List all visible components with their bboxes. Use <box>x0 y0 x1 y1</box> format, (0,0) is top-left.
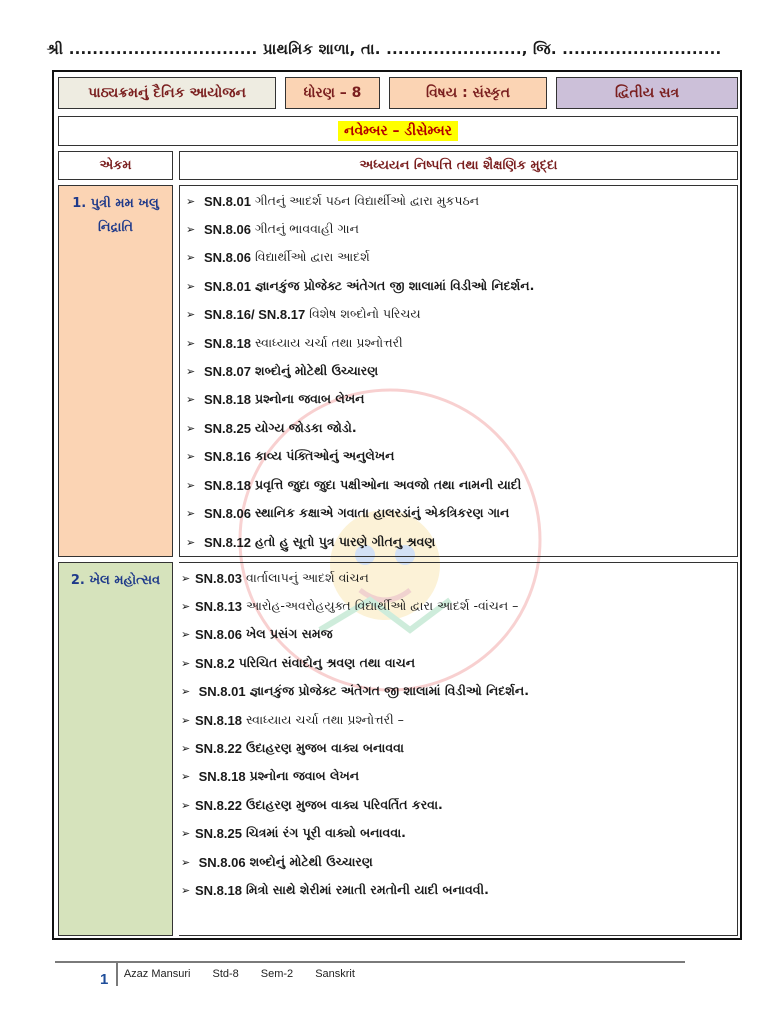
outcome-text: જ્ઞાનકુંજ પ્રોજેક્ટ અંતેગત જી શાલામાં વિડીઓ નિદર્શન. <box>254 278 535 293</box>
outcome-text: કાવ્ય પંક્તિઓનું અનુલેખન <box>254 448 395 463</box>
outcome-code: SN.8.03 <box>195 570 242 586</box>
outcome-text: શબ્દોનું મોટેથી ઉચ્ચારણ <box>249 854 373 869</box>
outcome-text: પરિચિત સંવાદોનુ શ્રવણ તથા વાચન <box>238 655 416 670</box>
arrow-bullet-icon: ➢ <box>186 222 196 236</box>
list-item <box>186 190 479 212</box>
page-number: 1 <box>100 970 109 988</box>
footer-sem: Sem-2 <box>260 968 294 980</box>
list-item <box>181 822 406 844</box>
footer-rule <box>55 961 685 963</box>
outcome-text: મિત્રો સાથે શેરીમાં રમાતી રમતોની યાદી બનાવવી. <box>245 882 489 897</box>
arrow-bullet-icon: ➢ <box>186 506 196 520</box>
arrow-bullet-icon: ➢ <box>181 798 191 812</box>
unit-1-title: 1. પુત્રી મમ ખલુ નિદ્રાતિ <box>58 185 173 557</box>
list-item <box>186 303 421 325</box>
outcome-code: SN.8.16/ SN.8.17 <box>204 306 306 322</box>
list-item <box>181 851 373 873</box>
outcome-text: આરોહ-અવરોહયુક્ત વિદ્યાર્થીઓ દ્વારા આદર્શ -વાંચન – <box>245 598 519 613</box>
outcome-code: SN.8.06 <box>195 626 242 642</box>
outcome-text: શબ્દોનું મોટેથી ઉચ્ચારણ <box>254 363 379 378</box>
outcome-code: SN.8.13 <box>195 598 242 614</box>
arrow-bullet-icon: ➢ <box>186 279 196 293</box>
outcome-text: ખેલ પ્રસંગ સમજ <box>245 626 333 641</box>
arrow-bullet-icon: ➢ <box>181 713 191 727</box>
outcome-text: સ્વાધ્યાય ચર્ચા તથા પ્રશ્નોત્તરી – <box>245 712 404 727</box>
arrow-bullet-icon: ➢ <box>181 656 191 670</box>
arrow-bullet-icon: ➢ <box>181 627 191 641</box>
arrow-bullet-icon: ➢ <box>181 571 191 585</box>
outcome-text: પ્રશ્નોના જવાબ લેખન <box>254 391 365 406</box>
arrow-bullet-icon: ➢ <box>186 307 196 321</box>
page-footer <box>100 964 377 988</box>
list-item <box>181 567 369 589</box>
outcome-text: પ્રશ્નોના જવાબ લેખન <box>249 768 360 783</box>
outcome-code: SN.8.18 <box>195 768 246 784</box>
arrow-bullet-icon: ➢ <box>186 194 196 208</box>
column-head-outcomes: અધ્યયન નિષ્પત્તિ તથા શૈક્ષણિક મુદ્દા <box>179 151 738 180</box>
arrow-bullet-icon: ➢ <box>181 883 191 897</box>
school-title-line: શ્રી ................................ પ્રાથમિક શાળા, તા. ......................., જિ. ........................... <box>46 40 722 58</box>
outcome-code: SN.8.01 <box>195 683 246 699</box>
outcome-text: યોગ્ય જોડકા જોડો. <box>254 420 357 435</box>
arrow-bullet-icon: ➢ <box>186 535 196 549</box>
outcome-code: SN.8.18 <box>204 335 251 351</box>
list-item <box>186 246 370 268</box>
outcome-text: વિશેષ શબ્દોનો પરિચય <box>309 306 421 321</box>
outcome-text: જ્ઞાનકુંજ પ્રોજેક્ટ અંતેગત જી શાલામાં વિડીઓ નિદર્શન. <box>249 683 529 698</box>
list-item <box>181 765 359 787</box>
outcome-code: SN.8.01 <box>204 278 251 294</box>
list-item <box>186 218 359 240</box>
outcome-code: SN.8.01 <box>204 193 251 209</box>
list-item <box>181 709 404 731</box>
outcome-code: SN.8.25 <box>195 825 242 841</box>
outcome-text: વિદ્યાર્થીઓ દ્વારા આદર્શ <box>254 249 370 264</box>
outcome-text: ગીતનું આદર્શ પઠન વિદ્યાર્થીઓ દ્વારા મુકપઠન <box>254 193 480 208</box>
list-item <box>186 388 364 410</box>
outcome-text: ગીતનું ભાવવાહી ગાન <box>254 221 359 236</box>
outcome-text: વાર્તાલાપનું આદર્શ વાંચન <box>245 570 369 585</box>
outcome-text: હતો હુ સૂતો પુત્ર પારણે ગીતનુ શ્રવણ <box>254 534 436 549</box>
outcome-text: ચિત્રમાં રંગ પૂરી વાક્યો બનાવવા. <box>245 825 406 840</box>
footer-divider <box>116 962 118 986</box>
outcome-code: SN.8.2 <box>195 655 235 671</box>
footer-std: Std-8 <box>212 968 239 980</box>
list-item <box>186 531 435 553</box>
outcome-code: SN.8.12 <box>204 534 251 550</box>
footer-author: Azaz Mansuri <box>123 968 191 980</box>
list-item <box>181 652 415 674</box>
list-item <box>186 360 378 382</box>
column-head-unit: એકમ <box>58 151 173 180</box>
list-item <box>181 794 443 816</box>
unit-2-title: 2. ખેલ મહોત્સવ <box>58 562 173 936</box>
arrow-bullet-icon: ➢ <box>181 769 191 783</box>
outcome-code: SN.8.22 <box>195 740 242 756</box>
list-item <box>181 737 404 759</box>
outcome-text: સ્થાનિક કક્ષાએ ગવાતા હાલરડાંનું એકત્રિકરણ ગાન <box>254 505 510 520</box>
outcome-code: SN.8.25 <box>204 420 251 436</box>
arrow-bullet-icon: ➢ <box>186 478 196 492</box>
arrow-bullet-icon: ➢ <box>181 826 191 840</box>
outcome-code: SN.8.18 <box>195 712 242 728</box>
unit-2-items <box>179 562 738 936</box>
outcome-code: SN.8.18 <box>204 477 251 493</box>
footer-subject: Sanskrit <box>315 968 355 980</box>
arrow-bullet-icon: ➢ <box>186 449 196 463</box>
outcome-text: ઉદાહરણ મુજબ વાક્ય બનાવવા <box>245 740 404 755</box>
list-item <box>186 275 534 297</box>
unit-1-items <box>179 185 738 557</box>
outcome-code: SN.8.06 <box>204 505 251 521</box>
list-item <box>181 595 518 617</box>
outcome-code: SN.8.07 <box>204 363 251 379</box>
plan-title-box: પાઠ્યક્રમનું દૈનિક આયોજન <box>58 77 276 109</box>
term-box: દ્વિતીય સત્ર <box>556 77 738 109</box>
arrow-bullet-icon: ➢ <box>181 855 191 869</box>
outcome-code: SN.8.18 <box>195 882 242 898</box>
outcome-text: સ્વાધ્યાય ચર્ચા તથા પ્રશ્નોત્તરી <box>254 335 403 350</box>
arrow-bullet-icon: ➢ <box>186 392 196 406</box>
outcome-text: પ્રવૃત્તિ જુદા જુદા પક્ષીઓના અવજો તથા નામની યાદી <box>254 477 522 492</box>
month-row <box>58 116 738 146</box>
outcome-code: SN.8.16 <box>204 448 251 464</box>
arrow-bullet-icon: ➢ <box>181 599 191 613</box>
outcome-code: SN.8.06 <box>195 854 246 870</box>
arrow-bullet-icon: ➢ <box>186 421 196 435</box>
standard-box: ધોરણ – 8 <box>285 77 380 109</box>
outcome-code: SN.8.06 <box>204 249 251 265</box>
list-item <box>186 445 394 467</box>
arrow-bullet-icon: ➢ <box>181 684 191 698</box>
arrow-bullet-icon: ➢ <box>186 364 196 378</box>
list-item <box>186 417 357 439</box>
arrow-bullet-icon: ➢ <box>186 336 196 350</box>
list-item <box>186 474 521 496</box>
list-item <box>186 332 403 354</box>
list-item <box>181 879 489 901</box>
list-item <box>181 680 529 702</box>
outcome-text: ઉદાહરણ મુજબ વાક્ય પરિવર્તિત કરવા. <box>245 797 443 812</box>
outcome-code: SN.8.22 <box>195 797 242 813</box>
outcome-code: SN.8.18 <box>204 391 251 407</box>
list-item <box>181 623 333 645</box>
outcome-code: SN.8.06 <box>204 221 251 237</box>
arrow-bullet-icon: ➢ <box>181 741 191 755</box>
subject-box: વિષય : સંસ્કૃત <box>389 77 547 109</box>
list-item <box>186 502 509 524</box>
month-label: નવેમ્બર – ડીસેમ્બર <box>338 121 458 141</box>
arrow-bullet-icon: ➢ <box>186 250 196 264</box>
